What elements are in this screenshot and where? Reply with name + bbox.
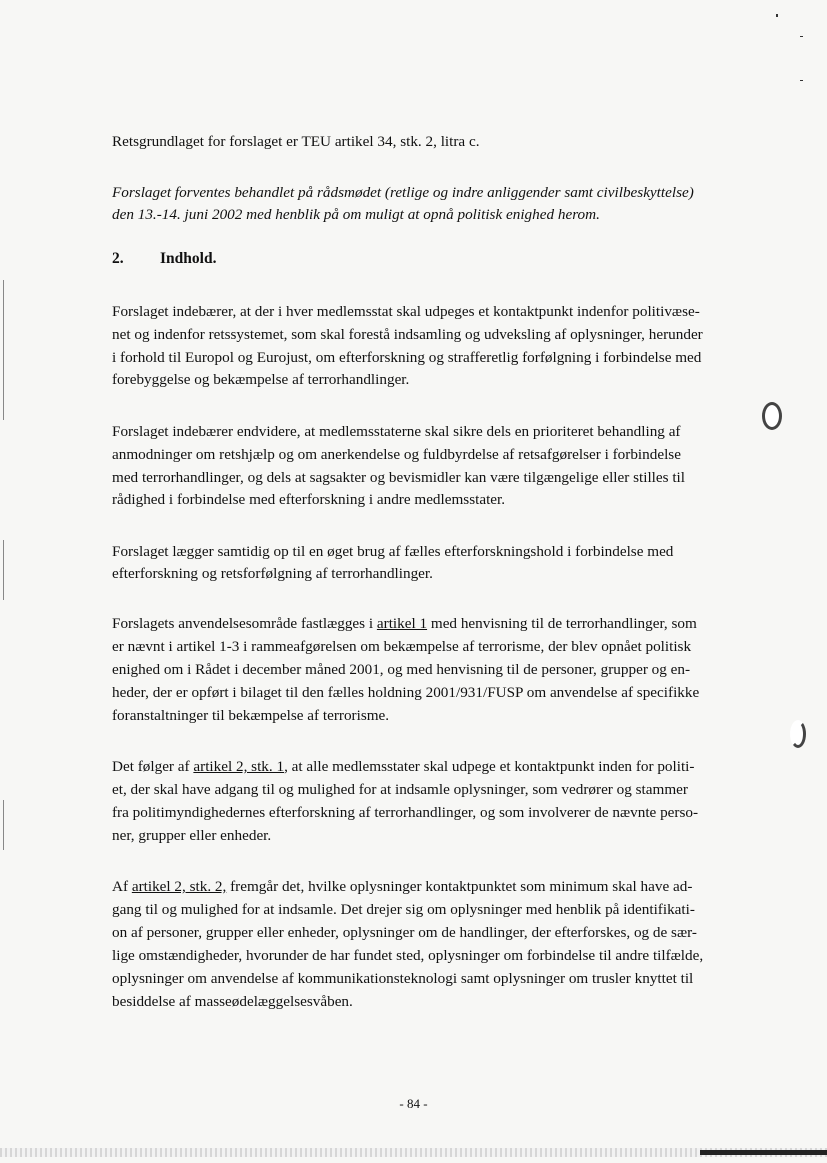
paragraph-line: er nævnt i artikel 1-3 i rammeafgørelsen om bekæmpelse af terrorisme, der blev opnået politisk — [112, 638, 692, 655]
scan-edge-line — [3, 800, 4, 850]
paragraph-line: Forslaget lægger samtidig op til en øget brug af fælles efterforskningshold i forbindelse med — [112, 543, 674, 560]
council-text-line: den 13.-14. juni 2002 med henblik på om muligt at opnå politisk enighed herom. — [112, 206, 600, 223]
paragraph-line — [112, 876, 692, 898]
paragraph-line: Forslaget indebærer, at der i hver medlemsstat skal udpeges et kontaktpunkt indenfor politivæse- — [112, 303, 700, 320]
scan-speck — [800, 36, 803, 37]
paragraph-line — [112, 613, 697, 635]
section-title: Indhold. — [160, 250, 217, 267]
paragraph-line: ner, grupper eller enheder. — [112, 827, 272, 844]
council-text-line: Forslaget forventes behandlet på rådsmødet (retlige og indre anliggender samt civilbeskyttelse) — [112, 184, 694, 201]
scan-speck — [776, 14, 778, 17]
scan-edge-line — [3, 540, 4, 600]
paragraph-line: forebyggelse og bekæmpelse af terrorhandlinger. — [112, 371, 410, 388]
article-2-2-link[interactable]: artikel 2, stk. 2, — [131, 878, 227, 895]
paragraph-line: i forhold til Europol og Eurojust, om efterforskning og strafferetlig forfølgning i forbindelse med — [112, 349, 702, 366]
paragraph-line: med terrorhandlinger, og dels at sagsakter og bevismidler kan være tilgængelige eller stilles til — [112, 469, 685, 486]
scan-speck — [800, 80, 803, 81]
text-span: Af — [112, 878, 132, 895]
scan-edge-line — [3, 280, 4, 420]
paragraph-line: besiddelse af masseødelæggelsesvåben. — [112, 993, 353, 1010]
paragraph-line: net og indenfor retssystemet, som skal forestå indsamling og udveksling af oplysninger, herunder — [112, 326, 703, 343]
text-span: Forslagets anvendelsesområde fastlægges i — [112, 615, 377, 632]
paragraph-line: anmodninger om retshjælp og om anerkendelse og fuldbyrdelse af retsafgørelser i forbindelse — [112, 446, 681, 463]
paragraph-line: foranstaltninger til bekæmpelse af terrorisme. — [112, 707, 390, 724]
text-span: Det følger af — [112, 758, 194, 775]
paragraph-line: on af personer, grupper eller enheder, oplysninger om de handlinger, der efterforskes, og de sær- — [112, 924, 697, 941]
page-number: - 84 - — [399, 1096, 428, 1111]
legal-basis-text: Retsgrundlaget for forslaget er TEU artikel 34, stk. 2, litra c. — [112, 133, 480, 150]
paragraph-line: oplysninger om anvendelse af kommunikationsteknologi samt oplysninger om trusler knyttet til — [112, 970, 694, 987]
paragraph-line: heder, der er opført i bilaget til den fælles holdning 2001/931/FUSP om anvendelse af specifikke — [112, 684, 700, 701]
paragraph-line: Forslaget indebærer endvidere, at medlemsstaterne skal sikre dels en prioriteret behandling af — [112, 423, 681, 440]
punch-hole-icon — [790, 720, 806, 748]
section-number: 2. — [112, 250, 124, 267]
paragraph-line: lige omstændigheder, hvorunder de har fundet sted, oplysninger om forbindelse til andre tilfælde, — [112, 947, 704, 964]
paragraph-line: fra politimyndighedernes efterforskning af terrorhandlinger, og som involverer de nævnte perso- — [112, 804, 699, 821]
punch-hole-icon — [762, 402, 782, 430]
text-span: fremgår det, hvilke oplysninger kontaktpunktet som minimum skal have ad- — [226, 878, 693, 895]
paragraph-line: efterforskning og retsforfølgning af terrorhandlinger. — [112, 565, 433, 582]
paragraph-line: et, der skal have adgang til og mulighed for at indsamle oplysninger, som vedrører og stammer — [112, 781, 688, 798]
paragraph-line: enighed om i Rådet i december måned 2001, og med henvisning til de personer, grupper og en- — [112, 661, 691, 678]
article-2-1-link[interactable]: artikel 2, stk. 1 — [193, 758, 285, 775]
article-1-link[interactable]: artikel 1 — [376, 615, 428, 632]
text-span: , at alle medlemsstater skal udpege et kontaktpunkt inden for politi- — [284, 758, 695, 775]
paragraph-line — [112, 756, 694, 778]
paragraph-line: gang til og mulighed for at indsamle. Det drejer sig om oplysninger med henblik på identifikati- — [112, 901, 695, 918]
paragraph-line: rådighed i forbindelse med efterforskning i andre medlemsstater. — [112, 491, 506, 508]
text-span: med henvisning til de terrorhandlinger, som — [427, 615, 697, 632]
scan-bottom-dark — [700, 1150, 827, 1155]
